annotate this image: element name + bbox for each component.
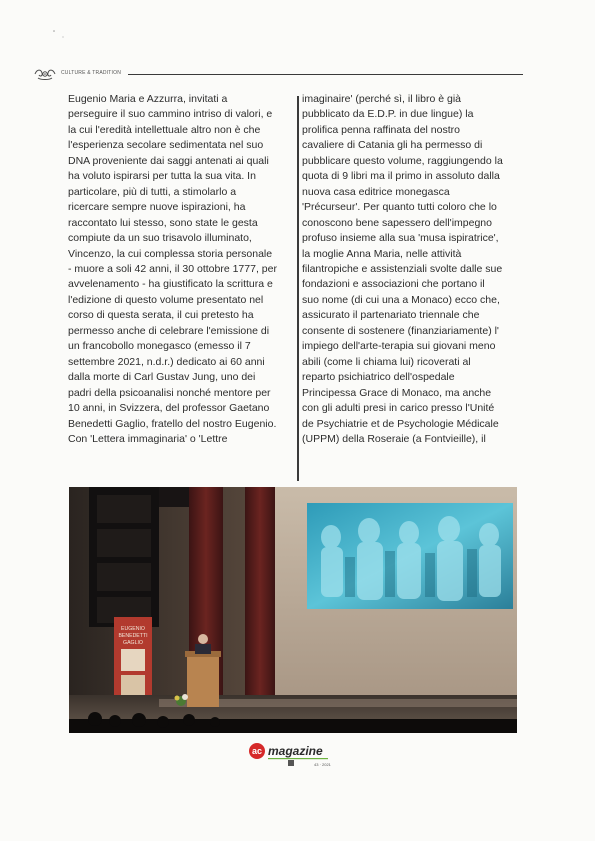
text-line: filantropiche e assistenziali svolte dalle sue <box>302 262 503 275</box>
text-line: imaginaire' (perché sì, il libro è già <box>302 93 461 105</box>
text-line: prolifica penna raffinata del nostro <box>302 123 460 136</box>
text-line: perseguire il suo cammino intriso di valori, e <box>68 108 273 121</box>
text-line: compiute da un suo trisavolo illuminato, <box>68 232 252 245</box>
text-line: (UPPM) della Roseraie (a Fontvieille), il <box>302 432 486 445</box>
text-line: Eugenio Maria e Azzurra, invitati a <box>68 93 228 105</box>
logo-underline <box>268 758 328 759</box>
banner-text-line: GAGLIO <box>123 640 143 646</box>
text-line: raccontato lui stesso, sono state le gesta <box>68 216 258 229</box>
text-line: l'esperienza secolare sedimentata nel suo <box>68 139 264 152</box>
text-line: Con 'Lettera immaginaria' o 'Lettre <box>68 432 228 445</box>
text-line: pubblicare questo volume, raggiungendo la <box>302 154 503 167</box>
text-line: ricercare sempre nuove ispirazioni, ha <box>68 201 246 214</box>
event-photo <box>69 487 517 733</box>
text-line: Vincenzo, la cui complessa storia personale <box>68 247 273 260</box>
text-line: particolare, più di tutti, a stimolarlo a <box>68 185 237 198</box>
text-line: corso di questa serata, il cui pretesto ha <box>68 309 254 322</box>
logo-letters: ac <box>251 746 263 756</box>
text-line: padri della psicoanalisi nonché mentore per <box>68 386 271 399</box>
text-line: conoscono bene sapessero dell'impegno <box>302 216 492 229</box>
text-line: Benedetti Gaglio, fratello del nostro Eugenio. <box>68 417 277 430</box>
article-column-right <box>302 92 530 447</box>
scan-speck-marks <box>52 29 66 39</box>
text-line: suo nome (di cui una a Monaco) ecco che, <box>302 293 500 306</box>
qr-mark-icon <box>288 760 294 766</box>
header-rule <box>128 74 523 75</box>
text-line: la moglie Anna Maria, nelle attività <box>302 247 462 260</box>
text-line: cavaliere di Catania gli ha permesso di <box>302 139 483 152</box>
text-line: impiego dell'arte-terapia sui giovani meno <box>302 340 496 353</box>
decorative-swirl-icon <box>33 67 57 81</box>
column-divider <box>297 96 299 481</box>
text-line: nuova casa editrice monegasca <box>302 185 450 198</box>
article-column-left <box>68 92 296 447</box>
text-line: settembre 2021, n.d.r.) dedicato ai 60 anni <box>68 355 265 368</box>
issue-label: 43 · 2021 <box>314 762 331 767</box>
banner-text-line: EUGENIO <box>121 626 145 632</box>
text-line: dalla morte di Carl Gustav Jung, uno dei <box>68 371 256 384</box>
logo-word: magazine <box>268 744 323 758</box>
text-line: un francobollo monegasco (emesso il 7 <box>68 340 251 353</box>
text-line: fondazioni e associazioni che portano il <box>302 278 485 291</box>
text-line: consente di sostenere (finanziariamente) l' <box>302 324 499 337</box>
page-header <box>33 67 523 81</box>
text-line: 10 anni, in Svizzera, del professor Gaetano <box>68 402 270 415</box>
section-label: CULTURE & TRADITION <box>61 70 122 76</box>
text-line: profuso insieme alla sua 'musa ispiratrice', <box>302 232 499 245</box>
text-line: ha voluto ispirarsi per tutta la sua vita. In <box>68 170 256 183</box>
text-line: avvelenamento - ha giustificato la scrittura e <box>68 278 273 291</box>
text-line: DNA proveniente dai saggi antenati ai quali <box>68 154 269 167</box>
text-line: la cui l'eredità intellettuale altro non è che <box>68 123 261 136</box>
text-line: quota di 9 libri ma il primo in assoluto dalla <box>302 170 500 183</box>
text-line: con gli adulti presi in carico presso l'Unité <box>302 402 495 415</box>
text-line: Principessa Grace di Monaco, ma anche <box>302 386 492 399</box>
text-line: de Psychiatrie et de Psychologie Médicale <box>302 417 499 430</box>
text-line: l'edizione di questo volume presentato nel <box>68 293 264 306</box>
text-line: assicurato il partenariato triennale che <box>302 309 480 322</box>
text-line: permesso anche di celebrare l'emissione di <box>68 324 270 337</box>
ac-magazine-logo <box>248 739 356 769</box>
text-line: - muore a soli 42 anni, il 30 ottobre 1777, per <box>68 262 277 275</box>
text-line: pubblicato da E.D.P. in due lingue) la <box>302 108 474 121</box>
text-line: abili (come li chiama lui) ricoverati al <box>302 355 471 368</box>
banner-text-line: BENEDETTI <box>118 633 148 639</box>
text-line: reparto psichiatrico dell'ospedale <box>302 371 455 384</box>
text-line: 'Précurseur'. Per quanto tutti coloro che lo <box>302 201 497 214</box>
event-photo-illustration <box>69 487 517 733</box>
